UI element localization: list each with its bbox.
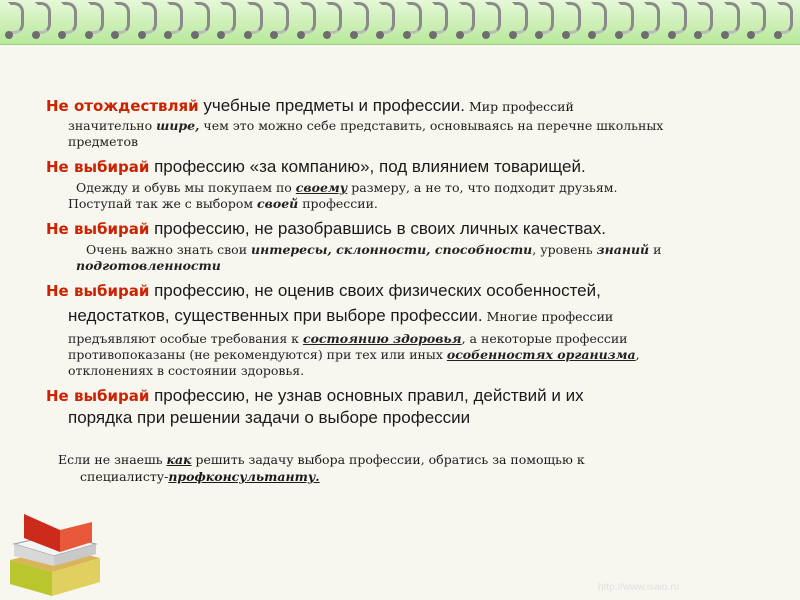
spiral-ring bbox=[406, 2, 422, 34]
spiral-ring bbox=[35, 2, 51, 34]
rule-1: Не отождествляй учебные предметы и профессии. Мир профессий значительно шире, чем это можно себе представить, основываясь на перечне школьных предметов bbox=[46, 95, 756, 150]
spiral-ring bbox=[565, 2, 581, 34]
spiral-ring bbox=[61, 2, 77, 34]
spiral-ring bbox=[194, 2, 210, 34]
rule-2: Не выбирай профессию «за компанию», под влиянием товарищей. Одежду и обувь мы покупаем по своему размеру, а не то, что подходит друзьям. Поступай так же с выбором своей профессии. bbox=[46, 156, 756, 212]
rule-detail: предъявляют особые требования к состоянию здоровья, а некоторые профессии противопоказаны (не рекомендуются) при тех или иных особенностях организма, отклонениях в состоянии здоровья. bbox=[68, 331, 640, 378]
spiral-ring bbox=[326, 2, 342, 34]
spiral-ring bbox=[379, 2, 395, 34]
spiral-ring bbox=[353, 2, 369, 34]
spiral-ring bbox=[459, 2, 475, 34]
spiral-ring bbox=[8, 2, 24, 34]
rule-keyword: Не выбирай bbox=[46, 387, 150, 405]
rule-detail: Одежду и обувь мы покупаем по своему размеру, а не то, что подходит друзьям. Поступай так же с выбором своей профессии. bbox=[68, 180, 618, 211]
spiral-ring bbox=[300, 2, 316, 34]
rule-5: Не выбирай профессию, не узнав основных правил, действий и их порядка при решении задачи о выборе профессии bbox=[46, 386, 584, 427]
spiral-ring bbox=[114, 2, 130, 34]
rule-detail: Очень важно знать свои интересы, склонности, способности, уровень знаний и подготовленности bbox=[76, 242, 662, 273]
advice-footer: Если не знаешь как решить задачу выбора профессии, обратись за помощью к специалисту-профконсультанту. bbox=[58, 452, 585, 484]
spiral-ring bbox=[591, 2, 607, 34]
slide-body bbox=[46, 95, 756, 435]
spiral-ring bbox=[777, 2, 793, 34]
rule-keyword: Не выбирай bbox=[46, 220, 150, 238]
spiral-ring bbox=[220, 2, 236, 34]
spiral-ring bbox=[538, 2, 554, 34]
spiral-ring bbox=[618, 2, 634, 34]
spiral-ring bbox=[750, 2, 766, 34]
spiral-ring bbox=[273, 2, 289, 34]
rule-4: Не выбирай профессию, не оценив своих физических особенностей, недостатков, существенных при выборе профессии. Многие профессии предъявляют особые требования к состоянию здоровья, а некоторые профессии противопоказаны (не рекомендуются) при тех или иных особенностях организма, отклонениях в состоянии здоровья. bbox=[46, 280, 756, 379]
watermark: http://www.isaio.ru bbox=[598, 582, 680, 593]
rule-keyword: Не выбирай bbox=[46, 282, 150, 300]
spiral-ring bbox=[671, 2, 687, 34]
rule-detail: значительно шире, чем это можно себе представить, основываясь на перечне школьных предметов bbox=[68, 118, 664, 149]
rule-keyword: Не отождествляй bbox=[46, 97, 199, 115]
spiral-ring bbox=[724, 2, 740, 34]
spiral-binding bbox=[0, 0, 800, 44]
spiral-ring bbox=[432, 2, 448, 34]
book-icon bbox=[0, 500, 110, 600]
spiral-ring bbox=[88, 2, 104, 34]
rule-keyword: Не выбирай bbox=[46, 158, 150, 176]
spiral-ring bbox=[167, 2, 183, 34]
rule-3: Не выбирай профессию, не разобравшись в своих личных качествах. Очень важно знать свои интересы, склонности, способности, уровень знаний и подготовленности bbox=[46, 218, 756, 274]
spiral-ring bbox=[512, 2, 528, 34]
spiral-ring bbox=[644, 2, 660, 34]
spiral-ring bbox=[141, 2, 157, 34]
spiral-ring bbox=[485, 2, 501, 34]
spiral-ring bbox=[247, 2, 263, 34]
spiral-ring bbox=[697, 2, 713, 34]
